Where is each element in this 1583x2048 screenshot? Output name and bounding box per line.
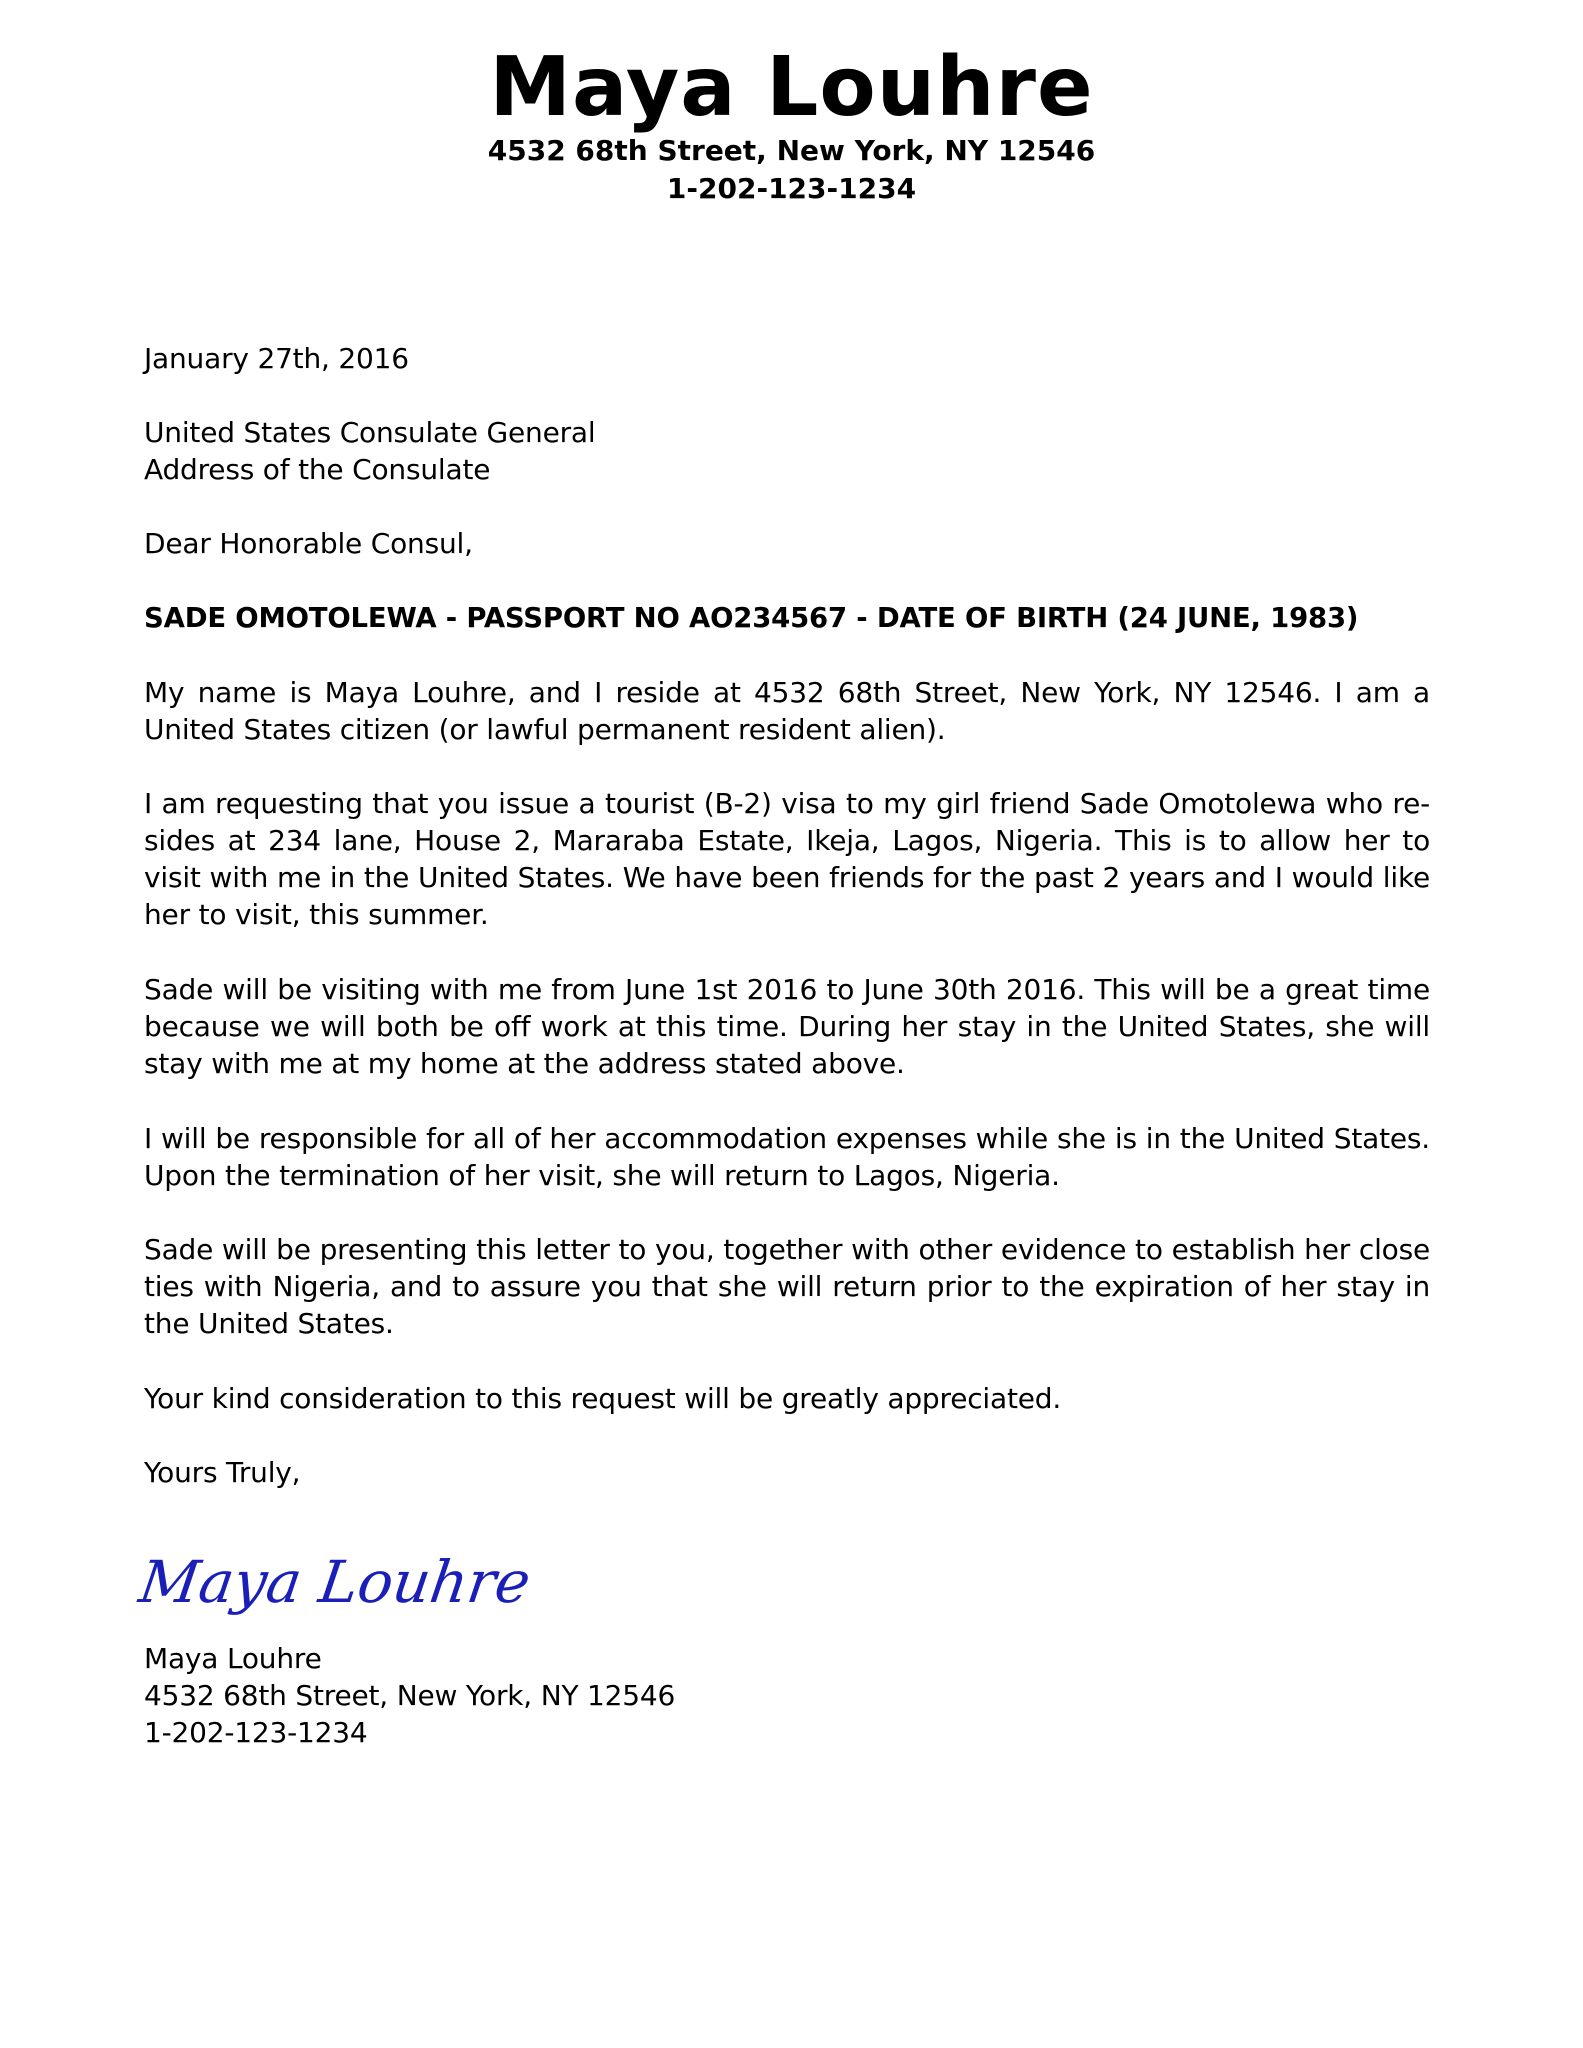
- letterhead-phone: 1-202-123-1234: [666, 172, 917, 205]
- signature-text: Maya Louhre: [135, 1548, 535, 1616]
- paragraph-text: Sade will be presenting this letter to you, together with other evidence to establish her close ties with Nigeria, and to assure you that she will return prior to the expiration of her stay in the United States.: [144, 1233, 1430, 1340]
- paragraph-5: [144, 1231, 1430, 1342]
- closing: [144, 1454, 1430, 1491]
- paragraph-text: I will be responsible for all of her accommodation expenses while she is in the United States. Upon the termination of her visit, she will return to Lagos, Nigeria.: [144, 1122, 1430, 1192]
- sender-block: [144, 1640, 1430, 1751]
- recipient-block: [144, 414, 1430, 488]
- paragraph-1: [144, 674, 1430, 748]
- letterhead-name: Maya Louhre: [489, 40, 1094, 135]
- paragraph-4: [144, 1120, 1430, 1194]
- subject-line: [144, 600, 1430, 637]
- subject-text: SADE OMOTOLEWA - PASSPORT NO AO234567 - DATE OF BIRTH (24 JUNE, 1983): [144, 602, 1359, 634]
- handwritten-signature: [135, 1540, 535, 1630]
- letter-date: [144, 340, 1430, 377]
- recipient-line-1: United States Consulate General: [144, 416, 596, 449]
- closing-text: Yours Truly,: [144, 1456, 301, 1489]
- salutation-text: Dear Honorable Consul,: [144, 527, 473, 560]
- date-text: January 27th, 2016: [144, 342, 409, 375]
- paragraph-text: I am requesting that you issue a tourist (B-2) visa to my girl friend Sade Omotolewa who re-sides at 234 lane, House 2, Mararaba Estate, Ikeja, Lagos, Nigeria. This is to allow her to visit with me in the United States. We have been friends for the past 2 years and I would like her to visit, this summer.: [144, 787, 1430, 931]
- sender-name: Maya Louhre: [144, 1642, 322, 1675]
- sender-address: 4532 68th Street, New York, NY 12546: [144, 1679, 676, 1712]
- paragraph-6: [144, 1380, 1430, 1417]
- paragraph-text: Your kind consideration to this request will be greatly appreciated.: [144, 1382, 1062, 1415]
- recipient-line-2: Address of the Consulate: [144, 453, 491, 486]
- paragraph-text: Sade will be visiting with me from June 1st 2016 to June 30th 2016. This will be a great time because we will both be off work at this time. During her stay in the United States, she will stay with me at my home at the address stated above.: [144, 973, 1430, 1080]
- letterhead: [0, 40, 1583, 208]
- paragraph-text: My name is Maya Louhre, and I reside at 4532 68th Street, New York, NY 12546. I am a United States citizen (or lawful permanent resident alien).: [144, 676, 1430, 746]
- paragraph-2: [144, 785, 1430, 933]
- paragraph-3: [144, 971, 1430, 1082]
- salutation: [144, 525, 1430, 562]
- sender-phone: 1-202-123-1234: [144, 1716, 368, 1749]
- letterhead-address: 4532 68th Street, New York, NY 12546: [487, 134, 1096, 167]
